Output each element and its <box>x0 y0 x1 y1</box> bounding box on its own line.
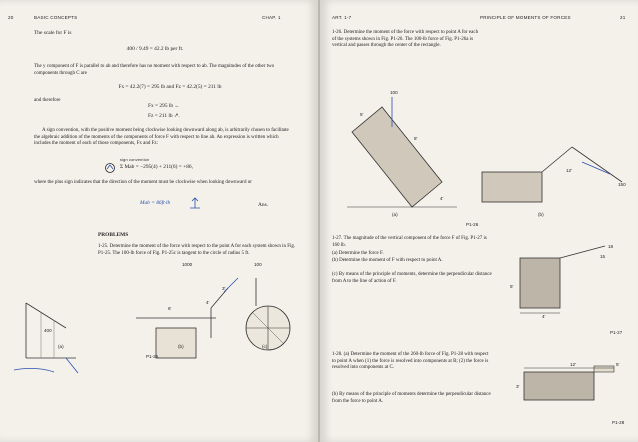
and-therefore: and therefore <box>34 98 61 103</box>
paragraph-2: A sign convention, with the positive moment being clockwise looking downward along ab, is arbitrarily chosen to facilitate the algebraic addition of the moments of the components of force F with respect to line ab. An expression is written which includes the moment of each of those components, Fx and Fz: <box>34 128 289 147</box>
fig126-dim-8: 8' <box>414 136 418 141</box>
right-page <box>320 0 638 442</box>
chapter-label: CHAP. 1 <box>262 15 281 20</box>
problem-1-27-a: (a) Determine the force F. <box>332 251 384 256</box>
page-number: 20 <box>8 15 14 20</box>
fig128-dim-12: 12' <box>570 362 576 367</box>
scale-equation: 400 / 9.49 = 42.2 lb per ft. <box>126 46 184 52</box>
fig125-force-400: 400 <box>44 328 52 333</box>
fig126-dim-4: 4' <box>440 196 444 201</box>
fig125-dim-3: 3' <box>222 286 226 291</box>
equation-1: Fx = 42.2(7) = 295 lb and Fz = 42.2(5) = 211 lb <box>118 84 222 90</box>
figure-p1-25c <box>246 278 290 350</box>
problem-1-27-intro: 1-27. The magnitude of the vertical component of the force F of Fig. P1-27 is 160 lb. <box>332 236 487 248</box>
equation-4: Σ Mab = −295(4) + 211(6) = +86, <box>120 164 193 170</box>
fig126-dim-5: 5' <box>360 112 364 117</box>
figure-p1-27 <box>500 238 630 328</box>
scale-intro: The scale for F is <box>34 30 72 36</box>
running-head: BASIC CONCEPTS <box>34 15 78 20</box>
running-head: PRINCIPLE OF MOMENTS OF FORCES <box>480 15 571 20</box>
equation-2: Fx = 295 lb ← <box>148 103 180 109</box>
figure-p1-26a <box>347 97 457 207</box>
fig126-label-a: (a) <box>392 212 398 217</box>
figure-p1-25a <box>14 303 78 373</box>
problem-1-26: 1-26. Determine the moment of the force with respect to point A for each of the systems shown in Fig. P1-26. The 100-lb force of Fig. P1-26a is vertical and passes through the center of the rectangle. <box>332 30 479 49</box>
fig128-dim-3: 3' <box>516 384 520 389</box>
paragraph-1: The y component of F is parallel to ab and therefore has no moment with respect to ab. The magnitudes of the other two components through C are <box>34 64 275 76</box>
problem-1-27-b: (b) Determine the moment of F with respect to point A. <box>332 258 443 263</box>
problem-1-28-b: (b) By means of the principle of moments determine the perpendicular distance from the force to point A. <box>332 392 491 404</box>
fig127-dim-18: 18 <box>608 244 614 249</box>
equation-5: Mab = 86ft·lb <box>140 200 171 206</box>
page-number: 21 <box>620 15 626 20</box>
fig127-dim-15: 15 <box>600 254 606 259</box>
fig127-dim-5: 5' <box>510 284 514 289</box>
problem-1-27-c: (c) By means of the principle of moments, determine the perpendicular distance from A to the line of action of F. <box>332 272 492 284</box>
fig125-dim-4: 4' <box>206 300 210 305</box>
figure-p1-28 <box>506 350 636 420</box>
left-page <box>0 0 318 442</box>
figure-p1-26b <box>482 147 622 202</box>
problem-1-28-intro: 1-28. (a) Determine the moment of the 260-lb force of Fig. P1-28 with respect to point A when (1) the force is resolved into components at B; (2) the force is resolved into components at C. <box>332 352 489 371</box>
sign-convention-label: sign convention <box>120 158 150 162</box>
fig125-label-b: (b) <box>178 344 184 349</box>
fig128-caption: P1-28 <box>612 420 625 425</box>
fig127-dim-4: 4' <box>542 314 546 319</box>
problem-1-25: 1-25. Determine the moment of the force with respect to the point A for each system shown in Fig. P1-25. The 100-lb force of Fig. P1-25c is tangent to the circle of radius 5 ft. <box>98 244 296 256</box>
fig125-label-c: (c) <box>262 344 268 349</box>
equation-3: Fz = 211 lb ↗. <box>148 113 180 119</box>
fig125-force-1000: 1000 <box>182 262 193 267</box>
article-label: ART. 1-7 <box>332 15 352 20</box>
fig126-caption: P1-26 <box>466 222 479 227</box>
paragraph-3: where the plus sign indicates that the direction of the moment must be clockwise when looking downward or <box>34 180 252 185</box>
moment-sign-icon <box>104 162 116 174</box>
fig126-label-b: (b) <box>538 212 544 217</box>
fig127-caption: P1-27 <box>610 330 623 335</box>
fig126-dim-12: 12' <box>566 168 572 173</box>
figure-p1-26 <box>332 92 632 212</box>
fig125-caption: P1-25 <box>146 354 159 359</box>
answer-label: Ans. <box>258 202 269 208</box>
moment-arrow-icon <box>188 196 202 210</box>
problems-heading: PROBLEMS <box>98 232 129 238</box>
fig125-force-100: 100 <box>254 262 262 267</box>
fig126-force-100: 100 <box>390 90 398 95</box>
fig126-force-150: 150 <box>618 182 626 187</box>
fig125-label-a: (a) <box>58 344 64 349</box>
fig125-dim-6: 6' <box>168 306 172 311</box>
fig128-dim-5: 5' <box>616 362 620 367</box>
